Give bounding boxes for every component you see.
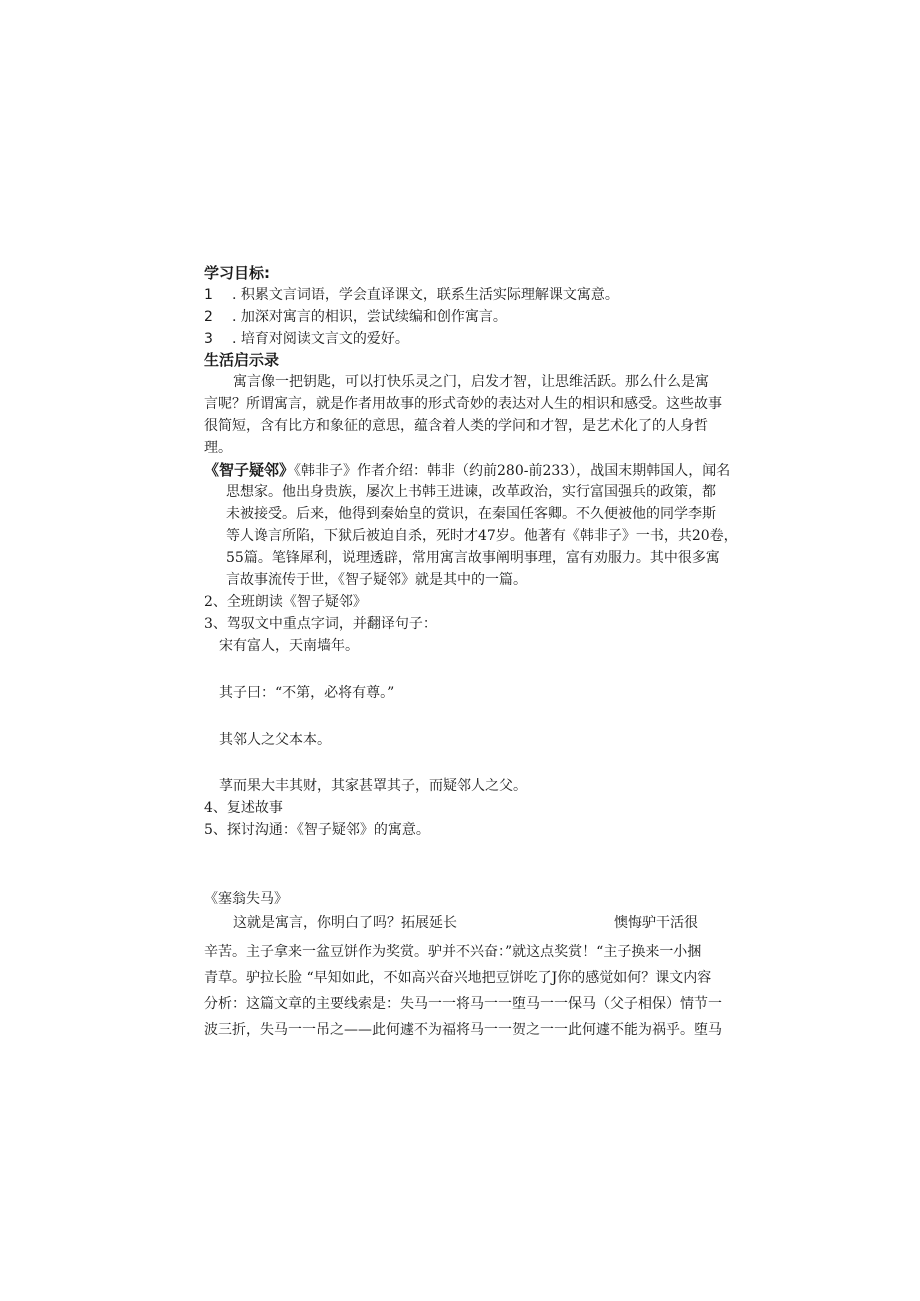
task-3: 3、驾驭文中重点字词，并翻译句子： [204,616,437,632]
life-paragraph-line: 理。 [204,440,232,456]
story-title: 《智子疑邻》 [204,461,295,479]
task-5: 5、探讨沟通：《智子疑邻》的寓意。 [204,822,430,838]
goal-text: . 积累文言词语，学会直译课文，联系生活实际理解课文寓意。 [232,287,619,303]
translate-sentence: 宋有富人，天南墙年。 [219,638,359,654]
saiweng-line: 青草。驴拉长脸 “早知如此，不如高兴奋兴地把豆饼吃了J你的感觉如何？课文内容 [204,970,712,986]
goal-item-3 [204,328,409,350]
goal-item-1 [204,284,619,306]
author-line: 未被接受。后来，他得到秦始皇的赏识，在秦国任客卿。不久便被他的同学李斯 [226,506,716,522]
author-intro [204,459,730,482]
saiweng-line-left: 这就是寓言，你明白了吗？拓展延长 [233,915,457,931]
saiweng-line: 辛苦。主子拿来一盆豆饼作为奖赏。驴并不兴奋：”就这点奖赏！“主子换来一小捆 [204,944,702,960]
goal-text: . 加深对寓言的相识，尝试续编和创作寓言。 [232,309,507,325]
author-line: 思想家。他出身贵族，屡次上书韩王进谏，改革政治，实行富国强兵的政策，都 [226,484,716,500]
author-line: 等人谗言所陷，下狱后被迫自杀，死时才47岁。他著有《韩非子》一书，共20卷， [226,528,738,544]
author-intro-text: 《韩非子》作者介绍：韩非（约前280-前233），战国末期韩国人，闻名 [294,463,731,479]
life-paragraph-line: 言呢？所谓寓言，就是作者用故事的形式奇妙的表达对人生的相识和感受。这些故事 [204,396,722,412]
author-line: 言故事流传于世，《智子疑邻》就是其中的一篇。 [226,572,527,588]
translate-sentence: 其邻人之父本本。 [219,732,331,748]
goal-item-2 [204,306,507,328]
goal-number: 2 [204,309,213,325]
goal-number: 1 [204,287,213,303]
task-4: 4、复述故事 [204,800,283,816]
saiweng-title: 《塞翁失马》 [204,891,288,907]
saiweng-line: 分析：这篇文章的主要线索是：失马一一将马一一堕马一一保马（父子相保）情节一 [204,996,722,1012]
goal-text: . 培育对阅读文言文的爱好。 [232,331,409,347]
life-paragraph-line: 寓言像一把钥匙，可以打快乐灵之门，启发才智，让思维活跃。那么什么是寓 [233,374,709,390]
life-heading: 生活启示录 [204,351,280,369]
life-paragraph-line: 很简短，含有比方和象征的意思，蕴含着人类的学问和才智，是艺术化了的人身哲 [204,418,708,434]
author-line: 55篇。笔锋犀利，说理透辟，常用寓言故事阐明事理，富有劝服力。其中很多寓 [226,550,720,566]
saiweng-line-right: 懊悔驴干活很 [614,915,698,931]
saiweng-line: 波三折，失马一一吊之——此何遽不为福将马一一贺之一一此何遽不能为祸乎。堕马 [204,1022,722,1038]
task-2: 2、全班朗读《智子疑邻》 [204,594,367,610]
translate-sentence: 其子曰：“不第，必将有尊。” [219,685,395,701]
translate-sentence: 莩而果大丰其财，其家甚罩其子，而疑邻人之父。 [219,778,527,794]
goals-heading: 学习目标: [204,264,270,282]
goal-number: 3 [204,331,213,347]
